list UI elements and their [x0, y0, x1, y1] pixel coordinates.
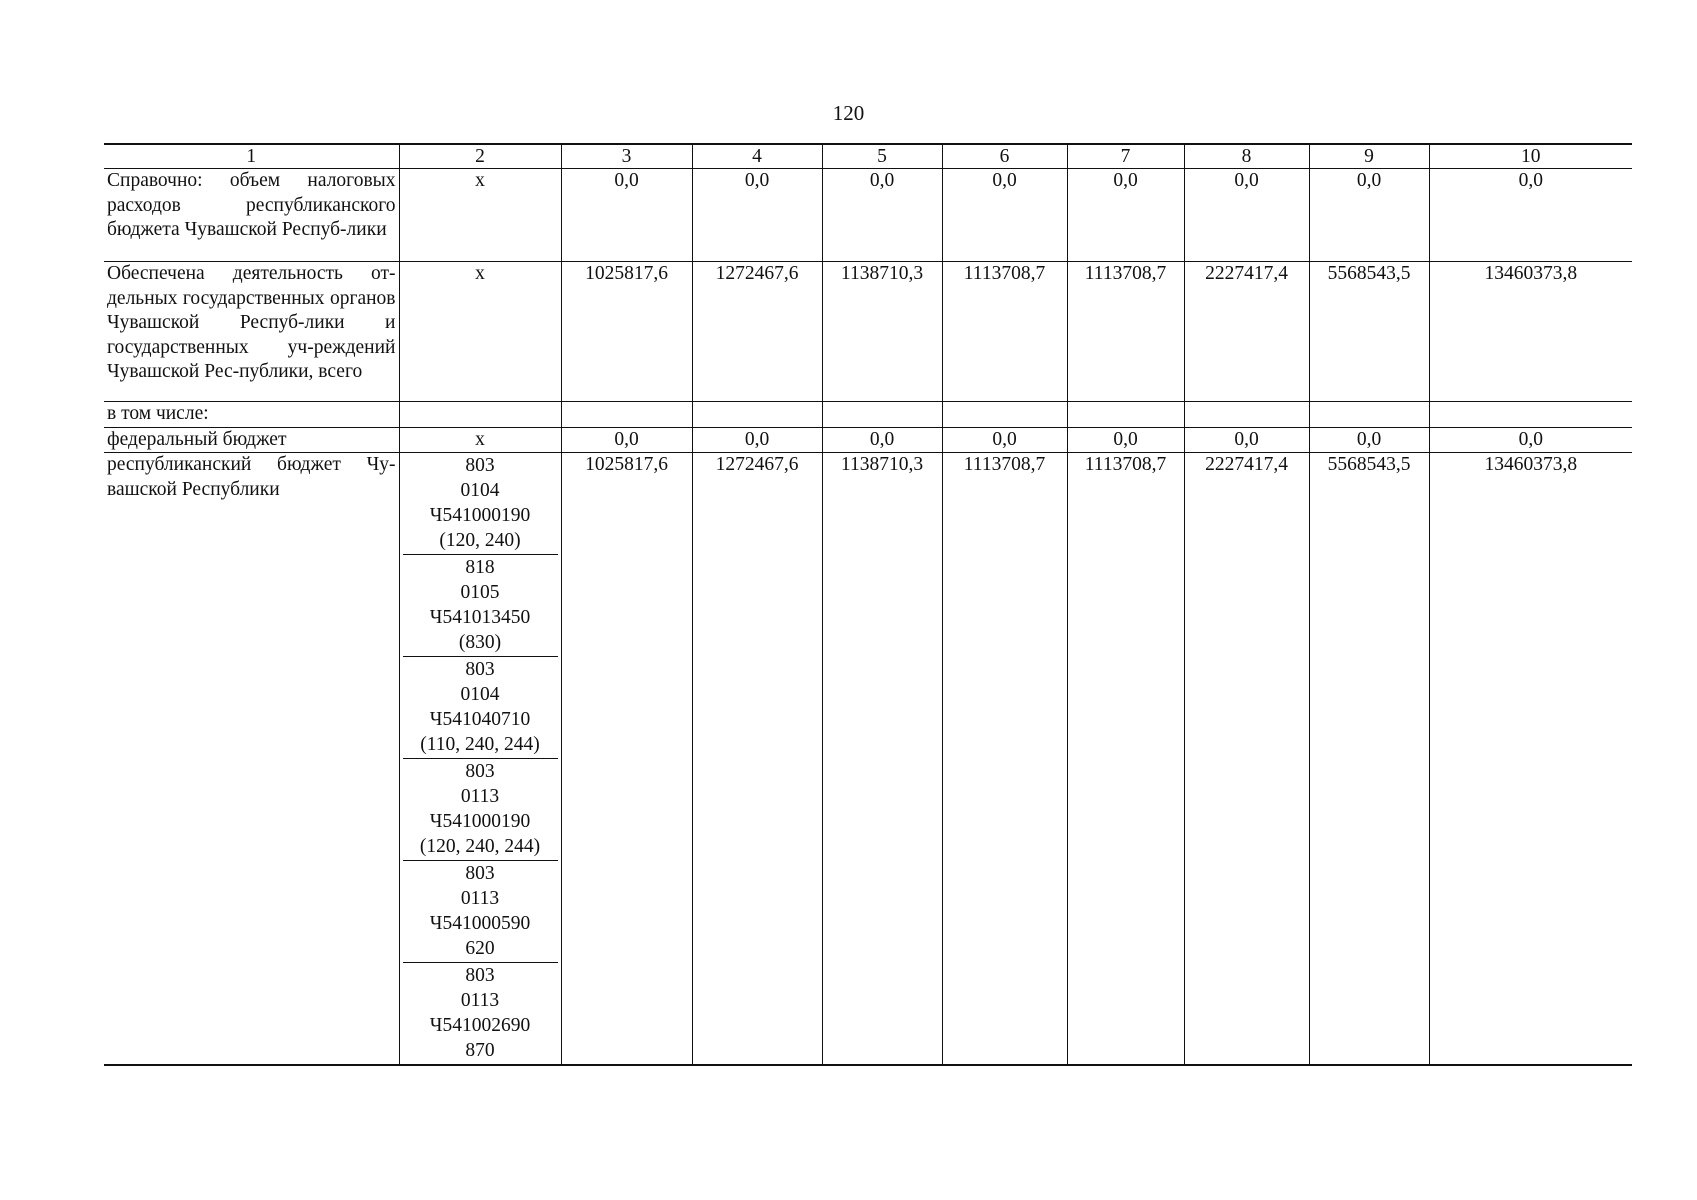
- table-row-total: [104, 262, 1632, 402]
- value-cell: 1113708,7: [942, 453, 1067, 1066]
- code-expense-type: (120, 240): [439, 530, 521, 551]
- value-cell: 2227417,4: [1184, 453, 1309, 1066]
- value-cell: 0,0: [1309, 169, 1429, 262]
- value-cell: [1309, 402, 1429, 428]
- code-target-article: Ч541002690: [429, 1015, 531, 1036]
- table-row-tax-expenditures: [104, 169, 1632, 262]
- code-expense-type: (830): [458, 632, 502, 653]
- value-cell: 0,0: [692, 169, 822, 262]
- value-cell: 0,0: [942, 427, 1067, 453]
- table-row-republican-budget: [104, 453, 1632, 1066]
- code-chief-manager: 803: [465, 455, 495, 476]
- value-cell: 1025817,6: [561, 262, 692, 402]
- code-target-article: Ч541000190: [429, 505, 531, 526]
- value-cell: 5568543,5: [1309, 453, 1429, 1066]
- row-name: республиканский бюджет Чу-вашской Республики: [104, 453, 399, 1066]
- budget-code-list: [399, 453, 561, 1066]
- value-cell: 0,0: [1067, 427, 1184, 453]
- value-cell: [561, 402, 692, 428]
- column-number: 8: [1184, 144, 1309, 169]
- value-cell: [1184, 402, 1309, 428]
- code-target-article: Ч541040710: [429, 709, 531, 730]
- code-chief-manager: 803: [465, 863, 495, 884]
- budget-code: [399, 402, 561, 428]
- code-section: 0105: [460, 582, 500, 603]
- code-section: 0113: [460, 786, 500, 807]
- value-cell: 0,0: [1067, 169, 1184, 262]
- column-number: 10: [1429, 144, 1632, 169]
- value-cell: 1113708,7: [942, 262, 1067, 402]
- code-target-article: Ч541000190: [429, 811, 531, 832]
- budget-code: [403, 963, 558, 1064]
- column-number: 4: [692, 144, 822, 169]
- code-expense-type: (120, 240, 244): [419, 836, 541, 857]
- code-target-article: Ч541013450: [429, 607, 531, 628]
- code-section: 0104: [460, 684, 500, 705]
- column-number-row: [104, 144, 1632, 169]
- code-chief-manager: 803: [465, 965, 495, 986]
- value-cell: 0,0: [1429, 427, 1632, 453]
- value-cell: 0,0: [1429, 169, 1632, 262]
- column-number: 3: [561, 144, 692, 169]
- value-cell: 1138710,3: [822, 262, 942, 402]
- value-cell: 1113708,7: [1067, 453, 1184, 1066]
- budget-code: x: [399, 262, 561, 402]
- budget-code: [403, 453, 558, 555]
- value-cell: 2227417,4: [1184, 262, 1309, 402]
- code-section: 0104: [460, 480, 500, 501]
- row-name: Справочно: объем налоговых расходов республиканского бюджета Чувашской Респуб-лики: [104, 169, 399, 262]
- column-number: 7: [1067, 144, 1184, 169]
- code-section: 0113: [460, 888, 500, 909]
- budget-code: x: [399, 169, 561, 262]
- row-name: в том числе:: [104, 402, 399, 428]
- row-name: федеральный бюджет: [104, 427, 399, 453]
- value-cell: [1067, 402, 1184, 428]
- value-cell: [942, 402, 1067, 428]
- value-cell: 1272467,6: [692, 453, 822, 1066]
- value-cell: 0,0: [822, 169, 942, 262]
- value-cell: 1113708,7: [1067, 262, 1184, 402]
- value-cell: 5568543,5: [1309, 262, 1429, 402]
- budget-code: x: [399, 427, 561, 453]
- budget-code: [403, 861, 558, 963]
- code-section: 0113: [460, 990, 500, 1011]
- value-cell: 0,0: [1309, 427, 1429, 453]
- value-cell: [1429, 402, 1632, 428]
- page-number: 120: [832, 101, 865, 125]
- code-chief-manager: 818: [465, 557, 495, 578]
- column-number: 9: [1309, 144, 1429, 169]
- value-cell: 1138710,3: [822, 453, 942, 1066]
- budget-code: [403, 555, 558, 657]
- code-expense-type: 620: [465, 938, 495, 959]
- column-number: 1: [104, 144, 399, 169]
- column-number: 5: [822, 144, 942, 169]
- column-number: 6: [942, 144, 1067, 169]
- value-cell: 1025817,6: [561, 453, 692, 1066]
- code-chief-manager: 803: [465, 659, 495, 680]
- budget-code: [403, 759, 558, 861]
- value-cell: 0,0: [692, 427, 822, 453]
- value-cell: 0,0: [561, 427, 692, 453]
- code-chief-manager: 803: [465, 761, 495, 782]
- value-cell: 0,0: [561, 169, 692, 262]
- budget-table: [104, 143, 1632, 1066]
- budget-code: [403, 657, 558, 759]
- code-expense-type: 870: [465, 1040, 495, 1061]
- value-cell: [692, 402, 822, 428]
- table-row-including: [104, 402, 1632, 428]
- value-cell: [822, 402, 942, 428]
- value-cell: 13460373,8: [1429, 453, 1632, 1066]
- code-target-article: Ч541000590: [429, 913, 531, 934]
- column-number: 2: [399, 144, 561, 169]
- code-expense-type: (110, 240, 244): [420, 734, 540, 755]
- value-cell: 0,0: [822, 427, 942, 453]
- value-cell: 0,0: [1184, 169, 1309, 262]
- value-cell: 0,0: [1184, 427, 1309, 453]
- value-cell: 1272467,6: [692, 262, 822, 402]
- row-name: Обеспечена деятельность от-дельных государственных органов Чувашской Респуб-лики и государственных уч-реждений Чувашской Рес-публики, всего: [104, 262, 399, 402]
- value-cell: 0,0: [942, 169, 1067, 262]
- table-row-federal-budget: [104, 427, 1632, 453]
- value-cell: 13460373,8: [1429, 262, 1632, 402]
